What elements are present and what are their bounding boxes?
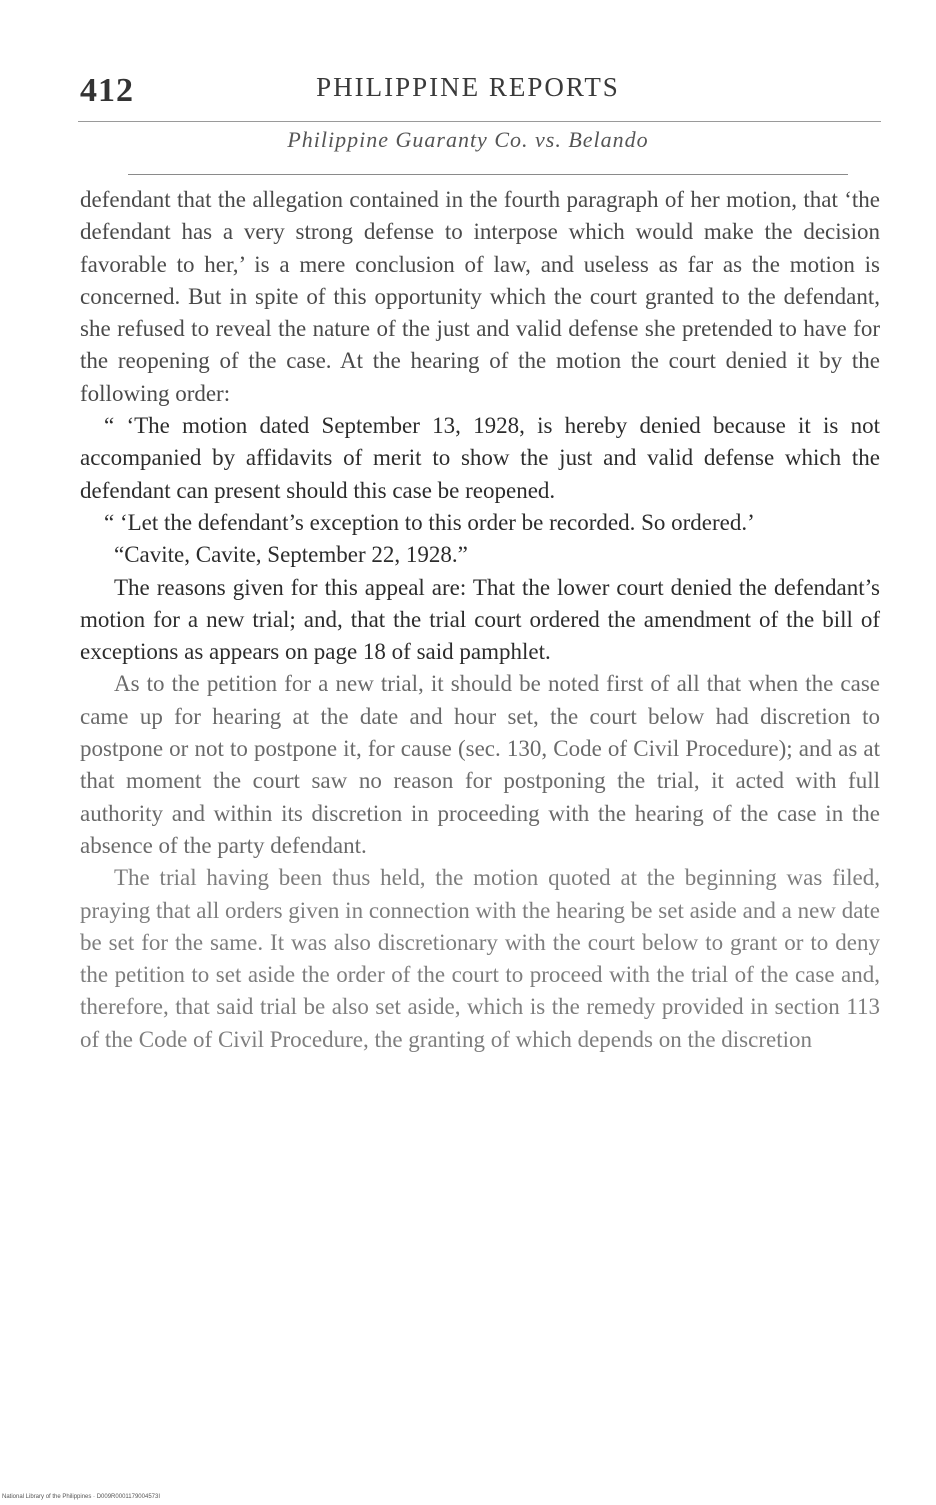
body-text: [80, 184, 880, 1056]
page-number: 412: [80, 72, 134, 109]
paragraph-new-trial: As to the petition for a new trial, it should be noted first of all that when the case came up for hearing at the date and hour set, the court below had discretion to postpone or not to postpone it, for cause (sec. 130, Code of Civil Procedure); and as at that moment the court saw no reason for postponing the trial, it acted with full authority and within its discretion in proceeding with the hearing of the case in the absence of the party defendant.: [80, 671, 880, 858]
footer-credit: National Library of the Philippines · D009R0001179004573I: [2, 1494, 160, 1500]
header-rule: [78, 121, 881, 122]
paragraph-reasons: The reasons given for this appeal are: That the lower court denied the defendant’s motion for a new trial; and, that the trial court ordered the amendment of the bill of exceptions as appears on page 18 of said pamphlet.: [80, 574, 880, 665]
header-rule-lower: [128, 174, 848, 175]
paragraph-quote-order: “ ‘The motion dated September 13, 1928, is hereby denied because it is not accompanied by affidavits of merit to show the just and valid defense which the defendant can present should this case be reopened.: [80, 413, 880, 503]
paragraph-quote-dateline: “Cavite, Cavite, September 22, 1928.”: [114, 542, 468, 568]
case-title: Philippine Guaranty Co. vs. Belando: [287, 127, 649, 152]
running-head: PHILIPPINE REPORTS: [316, 72, 620, 102]
paragraph-quote-exception: “ ‘Let the defendant’s exception to this order be recorded. So ordered.’: [104, 509, 755, 535]
paragraph-1: defendant that the allegation contained in the fourth paragraph of her motion, that ‘the defendant has a very strong defense to interpose which would make the decision favorable to her,’ is a mere conclusion of law, and useless as far as the motion is concerned. But in spite of this opportunity which the court granted to the defendant, she refused to reveal the nature of the just and valid defense she pretended to have for the reopening of the case. At the hearing of the motion the court denied it by the following order:: [80, 187, 880, 406]
paragraph-trial-held: The trial having been thus held, the motion quoted at the beginning was filed, praying that all orders given in connection with the hearing be set aside and a new date be set for the same. It was also discretionary with the court below to grant or to deny the petition to set aside the order of the court to proceed with the trial of the case and, therefore, that said trial be also set aside, which is the remedy provided in section 113 of the Code of Civil Procedure, the granting of which depends on the discretion: [80, 865, 880, 1052]
